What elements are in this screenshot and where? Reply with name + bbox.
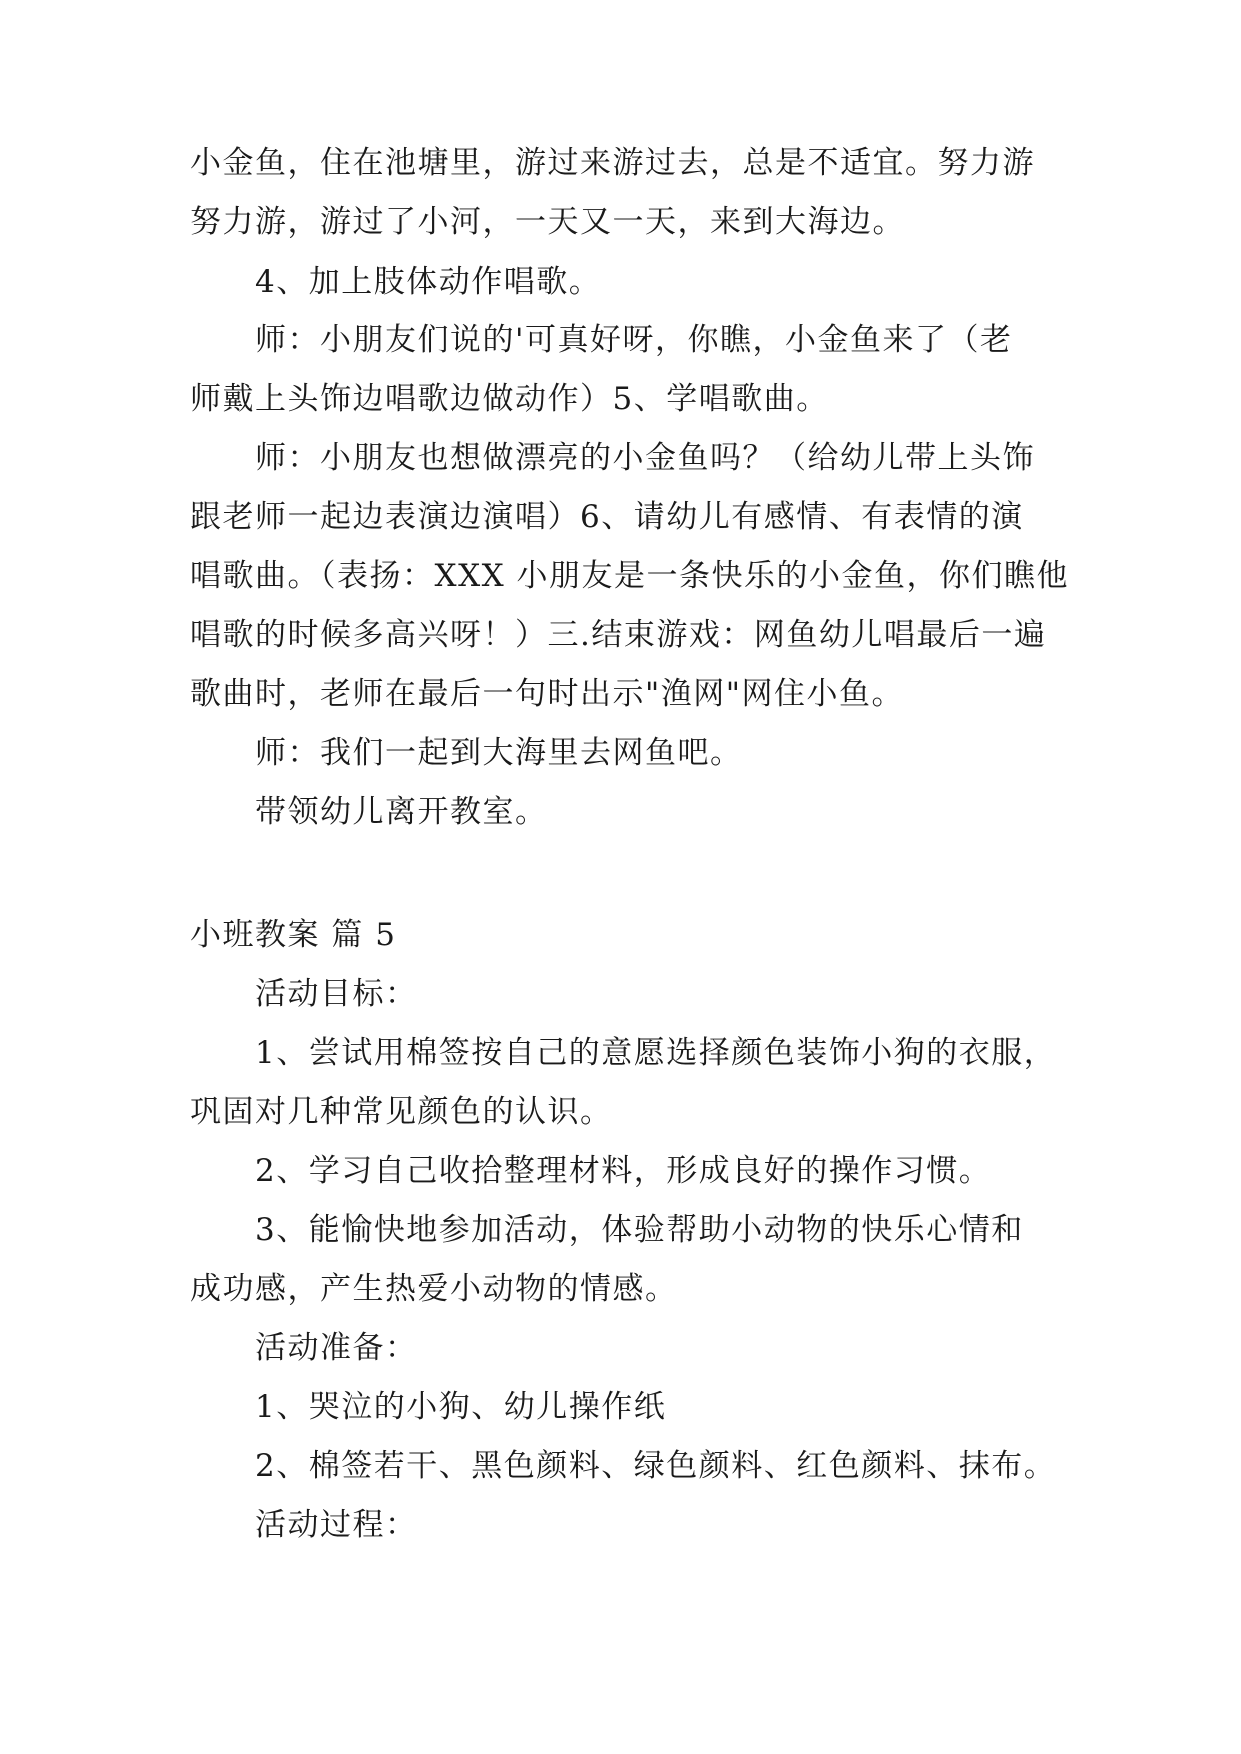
paragraph-line: 师：我们一起到大海里去网鱼吧。 (255, 735, 743, 771)
paragraph-line: 唱歌曲。（表扬：XXX 小朋友是一条快乐的小金鱼，你们瞧他 (190, 558, 1070, 594)
paragraph-line: 小金鱼，住在池塘里，游过来游过去，总是不适宜。努力游 (190, 145, 1035, 181)
paragraph-line: 1、哭泣的小狗、幼儿操作纸 (255, 1389, 667, 1425)
paragraph-line: 带领幼儿离开教室。 (255, 794, 548, 830)
paragraph-line: 活动过程： (255, 1507, 418, 1543)
section-heading: 小班教案 篇 5 (190, 917, 397, 953)
paragraph-line: 师：小朋友也想做漂亮的小金鱼吗？（给幼儿带上头饰 (255, 440, 1035, 476)
paragraph-line: 活动目标： (255, 976, 418, 1012)
paragraph-line: 歌曲时，老师在最后一句时出示"渔网"网住小鱼。 (190, 676, 905, 712)
paragraph-line: 师戴上头饰边唱歌边做动作）5、学唱歌曲。 (190, 381, 829, 417)
paragraph-line: 师：小朋友们说的'可真好呀，你瞧，小金鱼来了（老 (255, 322, 1013, 358)
paragraph-line: 活动准备： (255, 1330, 418, 1366)
paragraph-line: 2、学习自己收拾整理材料，形成良好的操作习惯。 (255, 1153, 992, 1189)
paragraph-line: 跟老师一起边表演边演唱）6、请幼儿有感情、有表情的演 (190, 499, 1024, 535)
paragraph-line: 2、棉签若干、黑色颜料、绿色颜料、红色颜料、抹布。 (255, 1448, 1057, 1484)
paragraph-line: 3、能愉快地参加活动，体验帮助小动物的快乐心情和 (255, 1212, 1024, 1248)
paragraph-line: 成功感，产生热爱小动物的情感。 (190, 1271, 678, 1307)
paragraph-line: 4、加上肢体动作唱歌。 (255, 264, 602, 300)
paragraph-line: 巩固对几种常见颜色的认识。 (190, 1094, 613, 1130)
paragraph-line: 1、尝试用棉签按自己的意愿选择颜色装饰小狗的衣服， (255, 1035, 1057, 1071)
paragraph-line: 努力游，游过了小河，一天又一天，来到大海边。 (190, 204, 905, 240)
paragraph-line: 唱歌的时候多高兴呀！）三.结束游戏：网鱼幼儿唱最后一遍 (190, 617, 1047, 653)
